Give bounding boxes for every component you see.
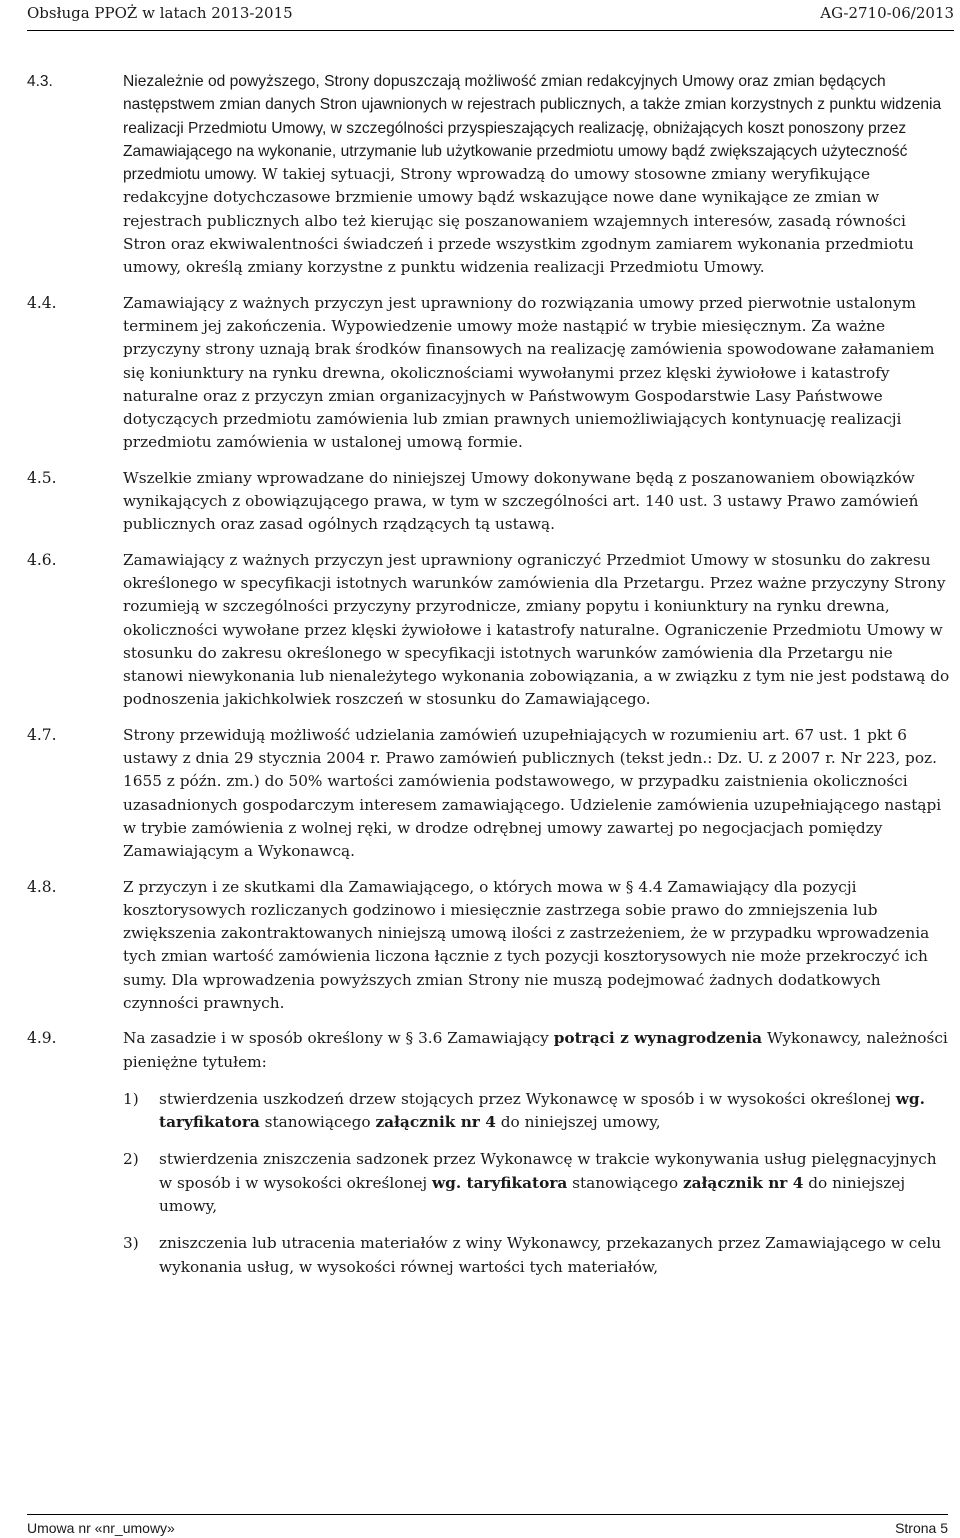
- clause-4-6: [27, 549, 952, 712]
- clause-text: Zamawiający z ważnych przyczyn jest uprawniony ograniczyć Przedmiot Umowy w stosunku do zakresu określonego w specyfikacji istotnych warunków zamówienia dla Przetargu. Przez ważne przyczyny Strony rozumieją w szczególności przyczyny przyrodnicze, zmiany popytu i koniunktury na rynku drewna, okoliczności wywołane przez klęski żywiołowe i katastrofy naturalne. Ograniczenie Przedmiotu Umowy w stosunku do zakresu określonego w specyfikacji istotnych warunków zamówienia dla Przetargu nie stanowi niewykonania lub nienależytego wykonania zobowiązania, a w związku z tym nie jest podstawą do podnoszenia jakichkolwiek roszczeń w stosunku do Zamawiającego.: [123, 550, 950, 709]
- sub-item-2: [123, 1148, 952, 1218]
- sub-text-part: do niniejszej umowy,: [159, 1173, 906, 1216]
- clause-number: 4.3.: [27, 73, 53, 90]
- sub-text-part: do niniejszej umowy,: [495, 1113, 661, 1132]
- clause-4-3: [27, 70, 952, 280]
- clause-4-7: [27, 724, 952, 864]
- footer-contract-number: Umowa nr «nr_umowy»: [27, 1520, 175, 1536]
- sub-item-1: [123, 1088, 952, 1135]
- clause-text: Z przyczyn i ze skutkami dla Zamawiającego, o których mowa w § 4.4 Zamawiający dla pozycji kosztorysowych rozliczanych godzinowo i miesięcznie zastrzega sobie prawo do zmniejszenia lub zwiększenia zakontraktowanych niniejszą umową ilości z zastrzeżeniem, że w przypadku wprowadzenia tych zmian wartość zamówienia liczona łącznie z tych pozycji kosztorysowych nie może przekroczyć ich sumy. Dla wprowadzenia powyższych zmian Strony nie muszą podejmować żadnych dodatkowych czynności prawnych.: [123, 877, 930, 1012]
- sub-item-number: 3): [123, 1234, 139, 1253]
- clause-4-8: [27, 876, 952, 1016]
- document-body: [27, 70, 952, 1291]
- header-title: Obsługa PPOŻ w latach 2013-2015: [27, 4, 293, 22]
- sub-item-number: 2): [123, 1150, 139, 1169]
- sub-text-part: stanowiącego: [259, 1113, 376, 1132]
- clause-text: [123, 1027, 952, 1074]
- clause-number: 4.8.: [27, 877, 57, 896]
- sub-text-bold: wg. taryfikatora: [431, 1173, 568, 1192]
- page-header: [27, 0, 954, 31]
- sub-text-bold: załącznik nr 4: [682, 1173, 804, 1192]
- clause-4-4: [27, 292, 952, 455]
- footer-page-number: Strona 5: [895, 1520, 948, 1536]
- clause-text: Wszelkie zmiany wprowadzane do niniejszej Umowy dokonywane będą z poszanowaniem obowiązków wynikających z obowiązującego prawa, w tym w szczególności art. 140 ust. 3 ustawy Prawo zamówień publicznych oraz zasad ogólnych rządzących tą ustawą.: [123, 468, 919, 534]
- clause-4-9: [27, 1027, 952, 1279]
- page-footer: [27, 1514, 948, 1537]
- sub-text-part: stanowiącego: [567, 1173, 683, 1192]
- sub-text-bold: wg. taryfikatora: [159, 1089, 925, 1132]
- sub-item-text: zniszczenia lub utracenia materiałów z winy Wykonawcy, przekazanych przez Zamawiającego w celu wykonania usług, w wysokości równej wartości tych materiałów,: [159, 1234, 942, 1276]
- clause-text-part: Niezależnie od powyższego, Strony dopuszczają możliwość zmian redakcyjnych Umowy oraz zmian będących następstwem zmian danych Stron ujawnionych w rejestrach publicznych, a także zmian korzystnych z punktu widzenia realizacji Przedmiotu Umowy, w szczególności przyspieszających realizację, obniżających koszt ponoszony przez Zamawiającego na wykonanie, utrzymanie lub użytkowanie przedmiotu umowy bądź zwiększających użyteczność przedmiotu umowy.: [123, 73, 942, 184]
- sub-text-part: stwierdzenia zniszczenia sadzonek przez Wykonawcę w trakcie wykonywania usług pielęgnacyjnych w sposób i w wysokości określonej: [159, 1150, 937, 1192]
- sub-item-3: [123, 1232, 952, 1279]
- clause-number: 4.9.: [27, 1029, 57, 1048]
- clause-text: Strony przewidują możliwość udzielania zamówień uzupełniających w rozumieniu art. 67 ust. 1 pkt 6 ustawy z dnia 29 stycznia 2004 r. Prawo zamówień publicznych (tekst jedn.: Dz. U. z 2007 r. Nr 223, poz. 1655 z późn. zm.) do 50% wartości zamówienia podstawowego, w przypadku zaistnienia okoliczności uzasadnionych gospodarczym interesem zamawiającego. Udzielenie zamówienia uzupełniającego nastąpi w trybie zamówienia z wolnej ręki, w drodze odrębnej umowy zawartej po negocjacjach pomiędzy Zamawiającym a Wykonawcą.: [123, 725, 942, 861]
- clause-number: 4.7.: [27, 725, 57, 744]
- clause-text-part: W takiej sytuacji, Strony wprowadzą do umowy stosowne zmiany weryfikujące redakcyjne dotychczasowe brzmienie umowy bądź wskazujące nowe dane wynikające ze zmian w rejestrach publicznych albo też kierując się poszanowaniem wzajemnych interesów, zasadą równości Stron oraz ekwiwalentności świadczeń i przede wszystkim zgodnym zamiarem wykonania przedmiotu umowy, określą zmiany korzystne z punktu widzenia realizacji Przedmiotu Umowy.: [123, 165, 914, 277]
- sub-text-bold: załącznik nr 4: [375, 1113, 496, 1132]
- clause-number: 4.6.: [27, 550, 57, 569]
- sub-item-text: [159, 1088, 952, 1135]
- clause-number: 4.5.: [27, 468, 57, 487]
- clause-text-part: Na zasadzie i w sposób określony w § 3.6 Zamawiający: [123, 1029, 554, 1048]
- clause-text: [123, 70, 952, 280]
- clause-number: 4.4.: [27, 293, 57, 312]
- clause-text-bold: potrąci z wynagrodzenia: [553, 1029, 763, 1048]
- clause-4-5: [27, 467, 952, 537]
- header-reference: AG-2710-06/2013: [820, 4, 954, 22]
- sub-item-text: [159, 1148, 952, 1218]
- clause-text: Zamawiający z ważnych przyczyn jest uprawniony do rozwiązania umowy przed pierwotnie ustalonym terminem jej zakończenia. Wypowiedzenie umowy może nastąpić w trybie miesięcznym. Za ważne przyczyny strony uznają brak środków finansowych na realizację zamówienia spowodowane załamaniem się koniunktury na rynku drewna, okolicznościami wywołanymi przez klęski żywiołowe i katastrofy naturalne oraz z przyczyn zmian organizacyjnych w Państwowym Gospodarstwie Lasy Państwowe dotyczących przedmiotu zamówienia lub zmian prawnych uniemożliwiających kontynuację realizacji przedmiotu zamówienia w ustalonej umową formie.: [123, 293, 935, 452]
- clause-text-part: Wykonawcy, należności pieniężne tytułem:: [123, 1029, 948, 1071]
- sub-item-number: 1): [123, 1089, 139, 1108]
- sub-text-part: stwierdzenia uszkodzeń drzew stojących przez Wykonawcę w sposób i w wysokości określonej: [159, 1089, 896, 1108]
